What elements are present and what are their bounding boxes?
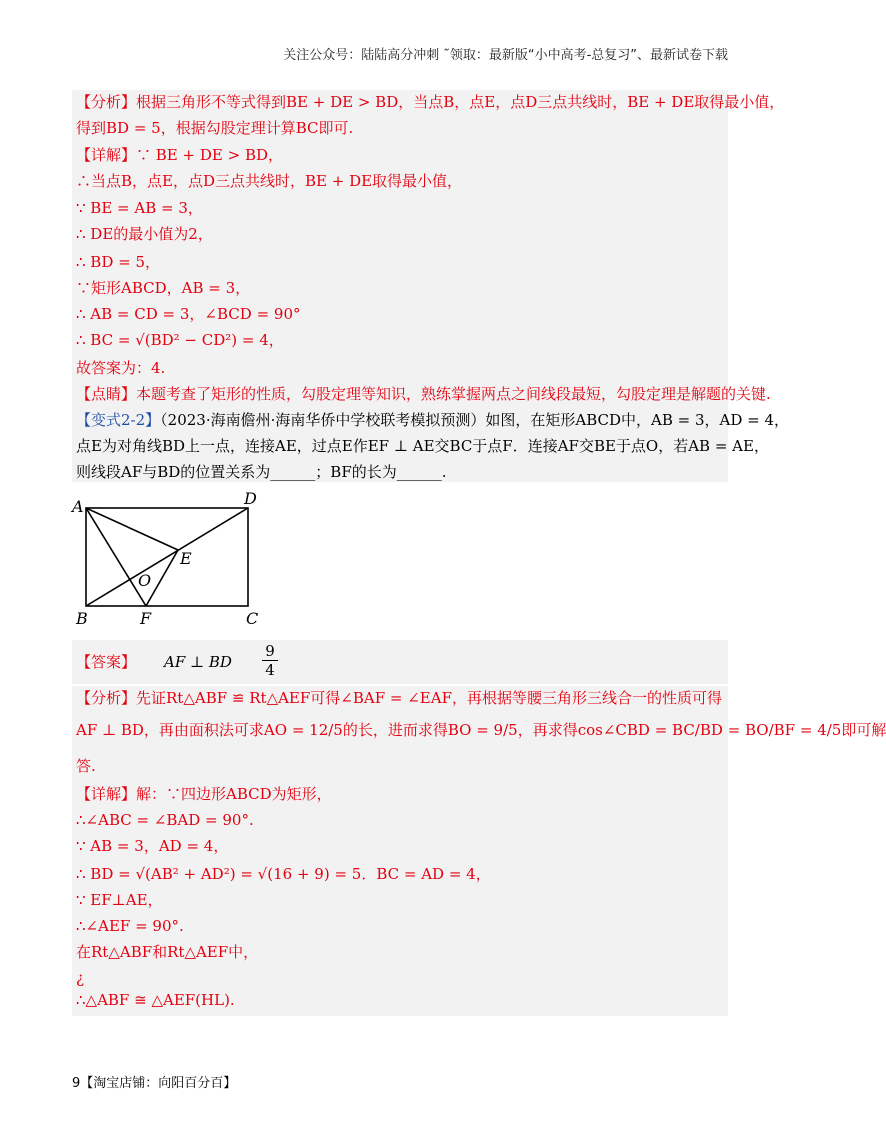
text-run: 点E为对角线BD上一点，连接AE，过点E作EF ⊥ AE交BC于点F．连接AF交BE于点O，若AB = AE， [76,437,769,455]
segment-af [86,508,146,606]
text-line [76,330,284,350]
text-run: 则线段AF与BD的位置关系为______；BF的长为______. [76,463,447,481]
text-run: 本题考查了矩形的性质，勾股定理等知识，熟练掌握两点之间线段最短，勾股定理是解题的关键. [136,385,771,403]
label-a: A [72,497,84,516]
text-run: ∴ BD = 5， [76,253,161,271]
text-run: ∴ DE的最小值为2， [76,225,213,243]
text-run: ∴∠ABC = ∠BAD = 90°. [76,811,254,829]
label-b: B [76,609,88,628]
text-run: 先证Rt△ABF ≌ Rt△AEF可得∠BAF = ∠EAF，再根据等腰三角形三线合一的性质可得 [136,689,722,707]
fraction-numerator: 9 [262,642,278,661]
text-run: 【变式2-2】 [76,411,161,429]
text-line [76,410,789,430]
text-run: ∵矩形ABCD，AB = 3， [76,279,251,297]
text-run: 根据三角形不等式得到BE + DE > BD，当点B，点E，点D三点共线时，BE + DE取得最小值， [136,93,785,111]
text-line [76,436,769,456]
diagonal-bd [86,508,248,606]
text-run: AF ⊥ BD，再由面积法可求AO = 12/5的长，进而求得BO = 9/5，再求得cos∠CBD = BC/BD = BO/BF = 4/5即可解 [76,721,886,739]
text-run: ∴ BD = √(AB² + AD²) = √(16 + 9) = 5．BC = AD = 4， [76,865,491,883]
answer-fraction [262,642,278,679]
answer-label: 【答案】 [76,653,137,671]
text-line [76,784,332,804]
label-e: E [180,549,192,568]
text-line [76,942,258,962]
text-line [76,916,184,936]
page-footer: 9【淘宝店铺：向阳百分百】 [72,1076,237,1091]
text-run: ∵ BE + DE > BD， [136,146,283,164]
text-run: 【分析】 [76,689,137,707]
text-line [76,756,96,776]
label-f: F [140,609,152,628]
text-run: 在Rt△ABF和Rt△AEF中， [76,943,259,961]
page-header: 关注公众号：陆陆高分冲刺 ˜领取：最新版“小中高考-总复习”、最新试卷下载 [283,48,728,63]
text-line [76,990,235,1010]
label-d: D [244,489,257,508]
rectangle-figure [72,490,292,630]
text-line [76,836,228,856]
text-line [76,384,771,404]
text-line [76,224,213,244]
text-line [76,968,84,988]
text-run: ∴∠AEF = 90°. [76,917,184,935]
text-run: 【点睛】 [76,385,137,403]
text-run: 答. [76,757,96,775]
answer-block [72,640,728,684]
label-o: O [138,571,152,590]
text-run: 得到BD = 5，根据勾股定理计算BC即可. [76,119,354,137]
text-run: ¿ [76,969,85,987]
text-line [76,145,283,165]
text-run: ∵ AB = 3，AD = 4， [76,837,229,855]
text-line [76,278,250,298]
answer-value-1: AF ⊥ BD [164,653,232,671]
text-line [76,358,165,378]
text-line [76,720,886,740]
text-run: 【详解】 [76,146,137,164]
text-line [76,198,203,218]
analysis-block-1 [72,90,790,482]
text-line [76,810,254,830]
text-run: ∴△ABF ≅ △AEF(HL). [76,991,235,1009]
text-run: 故答案为：4. [76,359,166,377]
text-line [76,304,301,324]
text-line [76,252,160,272]
text-run: 解：∵四边形ABCD为矩形， [136,785,332,803]
text-line [76,688,722,708]
text-run: ∵ BE = AB = 3， [76,199,203,217]
analysis-block-2 [72,686,886,1016]
text-run: ∴当点B，点E，点D三点共线时，BE + DE取得最小值， [76,172,463,190]
label-c: C [246,609,259,628]
segment-ae [86,508,178,550]
text-line [76,890,163,910]
text-line [76,864,491,884]
text-run: ∵ EF⊥AE， [76,891,163,909]
text-run: （2023·海南儋州·海南华侨中学校联考模拟预测）如图，在矩形ABCD中，AB = 3，AD = 4， [160,411,790,429]
text-line [76,92,784,112]
text-run: 【详解】 [76,785,137,803]
fraction-denominator: 4 [265,661,275,679]
text-line [76,171,462,191]
text-run: ∴ AB = CD = 3，∠BCD = 90° [76,305,301,323]
text-run: ∴ BC = √(BD² − CD²) = 4， [76,331,284,349]
text-line [76,118,353,138]
text-run: 【分析】 [76,93,137,111]
text-line [76,462,447,482]
